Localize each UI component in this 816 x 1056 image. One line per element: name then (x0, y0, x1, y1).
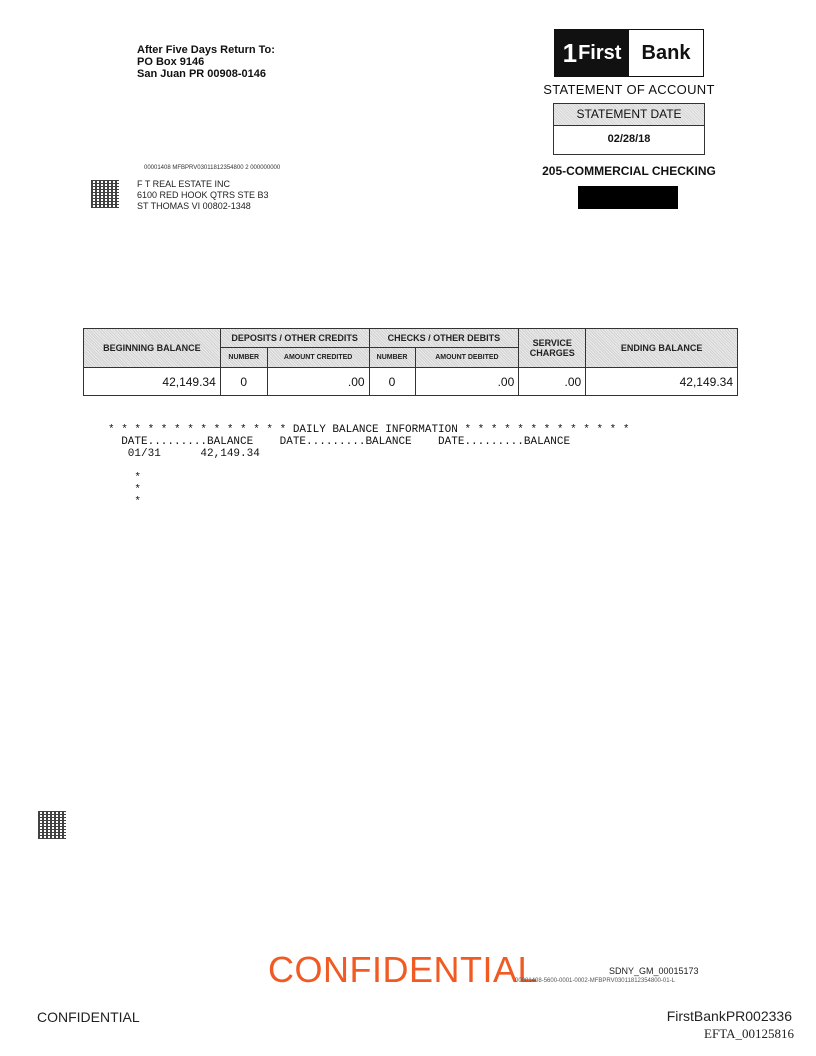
confidential-stamp: CONFIDENTIAL (268, 949, 539, 990)
statement-date: 02/28/18 (607, 133, 651, 145)
redacted-account-number (578, 186, 678, 209)
account-type: 205-COMMERCIAL CHECKING (542, 164, 716, 178)
ending-balance-value: 42,149.34 (586, 368, 738, 396)
daily-balance-columns: DATE.........BALANCE DATE.........BALANCE DATE.........BALANCE (108, 436, 571, 448)
return-address-line1: After Five Days Return To: (137, 44, 275, 56)
footer-doc-id: FirstBankPR002336 (666, 1008, 792, 1024)
bates-number: SDNY_GM_00015173 (609, 966, 699, 976)
bank-logo (554, 29, 704, 77)
return-address-line2: PO Box 9146 (137, 56, 205, 68)
daily-star-2: * (108, 484, 142, 496)
header-ending-balance: ENDING BALANCE (586, 329, 738, 368)
efta-id: EFTA_00125816 (704, 1026, 794, 1041)
daily-balance-section (108, 424, 630, 508)
mail-routing-code: 00001408 MFBPRV03011812354800 2 000000000 (144, 165, 281, 171)
header-service-charges: SERVICE CHARGES (519, 329, 586, 368)
daily-balance-row: 01/31 42,149.34 (108, 448, 260, 460)
amount-debited-value: .00 (415, 368, 519, 396)
return-address (137, 44, 275, 80)
mailing-address (137, 179, 269, 212)
header-beginning-balance: BEGINNING BALANCE (84, 329, 221, 368)
barcode-line: 00001408-5600-0001-0002-MFBPRV03011812354800-01-L (515, 978, 675, 984)
header-deposits: DEPOSITS / OTHER CREDITS (220, 329, 369, 348)
header-amount-credited: AMOUNT CREDITED (267, 347, 369, 367)
logo-bank: Bank (641, 41, 691, 64)
header-checks-number: NUMBER (369, 347, 415, 367)
return-address-line3: San Juan PR 00908-0146 (137, 68, 267, 80)
customer-name: F T REAL ESTATE INC (137, 179, 231, 189)
statement-title: STATEMENT OF ACCOUNT (543, 82, 715, 97)
statement-date-label: STATEMENT DATE (554, 104, 704, 126)
statement-date-box (553, 103, 705, 155)
daily-star-1: * (108, 472, 142, 484)
customer-city: ST THOMAS VI 00802-1348 (137, 201, 251, 211)
header-deposits-number: NUMBER (220, 347, 267, 367)
header-checks: CHECKS / OTHER DEBITS (369, 329, 519, 348)
header-amount-debited: AMOUNT DEBITED (415, 347, 519, 367)
account-summary-table (83, 328, 738, 396)
customer-street: 6100 RED HOOK QTRS STE B3 (137, 190, 269, 200)
table-row (84, 368, 738, 396)
deposits-number-value: 0 (220, 368, 267, 396)
footer-confidential: CONFIDENTIAL (37, 1009, 140, 1025)
checks-number-value: 0 (369, 368, 415, 396)
service-charges-value: .00 (519, 368, 586, 396)
daily-star-3: * (108, 496, 142, 508)
logo-number: 1 (562, 37, 578, 68)
qr-code-icon (91, 180, 119, 208)
amount-credited-value: .00 (267, 368, 369, 396)
barcode-icon (38, 811, 66, 839)
daily-balance-header: * * * * * * * * * * * * * * DAILY BALANCE INFORMATION * * * * * * * * * * * * * (108, 424, 630, 436)
logo-first: First (578, 41, 622, 64)
beginning-balance-value: 42,149.34 (84, 368, 221, 396)
logo-first-block (555, 30, 629, 76)
